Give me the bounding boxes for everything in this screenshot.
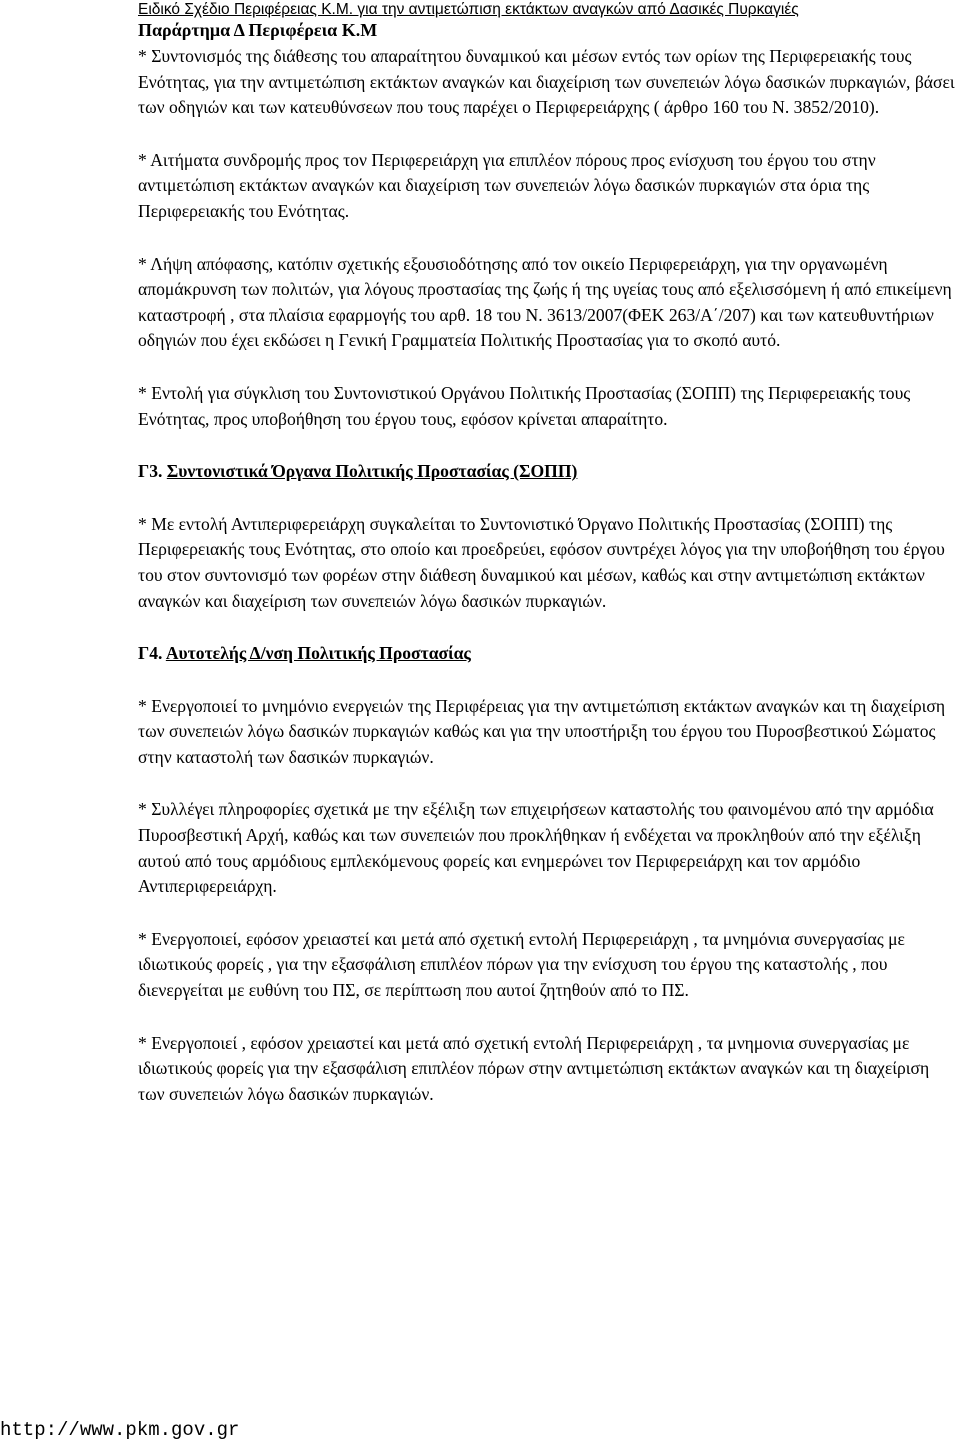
section-title: Συντονιστικά Όργανα Πολιτικής Προστασίας (ΣΟΠΠ) — [166, 461, 578, 482]
section-number: Γ4. — [138, 643, 163, 664]
document-header-title: Ειδικό Σχέδιο Περιφέρειας Κ.Μ. για την αντιμετώπιση εκτάκτων αναγκών από Δασικές Πυρκαγιές — [138, 1, 799, 18]
paragraph: * Εντολή για σύγκλιση του Συντονιστικού Οργάνου Πολιτικής Προστασίας (ΣΟΠΠ) της Περιφερειακής τους Ενότητας, προς υποβοήθηση του έργου τους, εφόσον κρίνεται απαραίτητο. — [138, 382, 911, 429]
paragraph: * Ενεργοποιεί , εφόσον χρειαστεί και μετά από σχετική εντολή Περιφερειάρχη , τα μνημονια συνεργασίας με ιδιωτικούς φορείς για την εξασφάλιση επιπλέον πόρων στην αντιμετώπιση εκτάκτων αναγκών και τη διαχείριση των συνεπειών λόγω δασικών πυρκαγιών. — [138, 1032, 930, 1104]
section-title: Αυτοτελής Δ/νση Πολιτικής Προστασίας — [165, 643, 471, 664]
footer-url: http://www.pkm.gov.gr — [0, 1419, 240, 1441]
paragraph: * Συντονισμός της διάθεσης του απαραίτητου δυναμικού και μέσων εντός των ορίων της Περιφερειακής τους Ενότητας, για την αντιμετώπιση εκτάκτων αναγκών και διαχείριση των συνεπειών λόγω δασικών πυρκαγιών, βάσει των οδηγιών και των κατευθύνσεων που τους παρέχει ο Περιφερειάρχης ( άρθρο 160 του Ν. 3852/2010). — [138, 46, 955, 118]
paragraph: * Συλλέγει πληροφορίες σχετικά με την εξέλιξη των επιχειρήσεων καταστολής του φαινομένου από την αρμόδια Πυροσβεστική Αρχή, καθώς και των συνεπειών που προκλήθηκαν ή ενδέχεται να προκληθούν από την εξέλιξη αυτού από τους αρμόδιους εμπλεκόμενους φορείς και ενημερώνει τον Περιφερειάρχη και τον αρμόδιο Αντιπεριφερειάρχη. — [138, 799, 934, 897]
paragraph: * Αιτήματα συνδρομής προς τον Περιφερειάρχη για επιπλέον πόρους προς ενίσχυση του έργου του στην αντιμετώπιση εκτάκτων αναγκών και διαχείριση των συνεπειών λόγω δασικών πυρκαγιών στα όρια της Περιφερειακής του Ενότητας. — [138, 149, 876, 221]
document-body — [138, 44, 960, 1107]
paragraph: * Ενεργοποιεί, εφόσον χρειαστεί και μετά από σχετική εντολή Περιφερειάρχη , τα μνημόνια συνεργασίας με ιδιωτικούς φορείς , για την εξασφάλιση επιπλέον πόρων για την ενίσχυση του έργου της καταστολής , που διενεργείται με ευθύνη του ΠΣ, σε περίπτωση που αυτοί ζητηθούν από το ΠΣ. — [138, 928, 905, 1001]
section-number: Γ3. — [138, 461, 163, 482]
paragraph: * Με εντολή Αντιπεριφερειάρχη συγκαλείται το Συντονιστικό Όργανο Πολιτικής Προστασίας (ΣΟΠΠ) της Περιφερειακής τους Ενότητας, στο οποίο και προεδρεύει, εφόσον συντρέχει λόγος για την υποβοήθηση του έργου του στον συντονισμό των φορέων στην διάθεση δυναμικού και μέσων, καθώς και στην αντιμετώπιση εκτάκτων αναγκών και διαχείριση των συνεπειών λόγω δασικών πυρκαγιών. — [138, 513, 945, 611]
paragraph: * Ενεργοποιεί το μνημόνιο ενεργειών της Περιφέρειας για την αντιμετώπιση εκτάκτων αναγκών και τη διαχείριση των συνεπειών λόγω δασικών πυρκαγιών καθώς και για την υποστήριξη του έργου του Πυροσβεστικού Σώματος στην καταστολή των δασικών πυρκαγιών. — [138, 695, 946, 767]
paragraph: * Λήψη απόφασης, κατόπιν σχετικής εξουσιοδότησης από τον οικείο Περιφερειάρχη, για την οργανωμένη απομάκρυνση των πολιτών, για λόγους προστασίας της ζωής ή της υγείας τους από εξελισσόμενη ή από επικείμενη καταστροφή , στα πλαίσια εφαρμογής του αρθ. 18 του Ν. 3613/2007(ΦΕΚ 263/Α΄/207) και των κατευθυντήριων οδηγιών που έχει εκδώσει η Γενική Γραμματεία Πολιτικής Προστασίας για το σκοπό αυτό. — [138, 253, 952, 351]
section-heading-g3 — [138, 459, 960, 485]
document-header-annex: Παράρτημα Δ Περιφέρεια Κ.Μ — [138, 20, 378, 40]
section-heading-g4 — [138, 641, 960, 667]
